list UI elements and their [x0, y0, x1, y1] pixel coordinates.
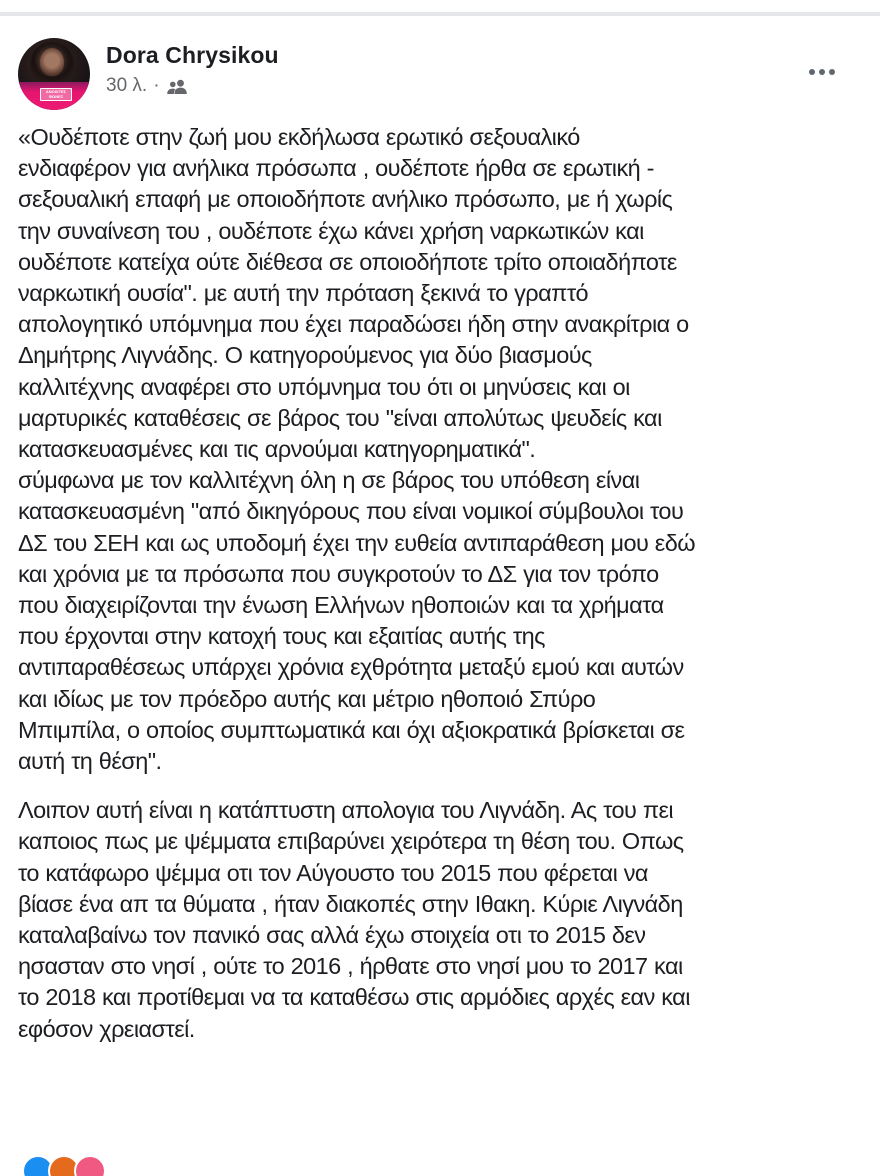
text-line: Δημήτρης Λιγνάδης. Ο κατηγορούμενος για δύο βιασμούς	[18, 342, 592, 369]
text-line: σεξουαλική επαφή με οποιοδήποτε ανήλικο πρόσωπο, με ή χωρίς	[18, 186, 673, 213]
text-line: ΔΣ του ΣΕΗ και ως υποδομή έχει την ευθεία αντιπαράθεση μου εδώ	[18, 529, 696, 556]
post-header	[18, 38, 279, 110]
text-line: Λοιπον αυτή είναι η κατάπτυστη απολογια του Λιγνάδη. Ας του πει	[18, 797, 674, 824]
avatar-face	[40, 48, 64, 76]
facebook-post	[0, 16, 880, 1176]
author-name[interactable]: Dora Chrysikou	[106, 42, 279, 68]
text-line: Μπιμπίλα, ο οποίος συμπτωματικά και όχι αξιοκρατικά βρίσκεται σε	[18, 716, 685, 743]
text-line: εφόσον χρειαστεί.	[18, 1015, 195, 1042]
text-line: ουδέποτε κατείχα ούτε διέθεσα σε οποιοδήποτε τρίτο οποιαδήποτε	[18, 248, 677, 275]
text-line: που διαχειρίζονται την ένωση Ελλήνων ηθοποιών και τα χρήματα	[18, 592, 664, 619]
reaction-summary[interactable]	[22, 1155, 100, 1176]
text-line: ναρκωτική ουσία". με αυτή την πρόταση ξεκινά το γραπτό	[18, 280, 589, 307]
avatar-badge: ΑΝΟΙΧΤΕΣ ΦΩΝΕΣ	[40, 88, 72, 101]
text-line: κατασκευασμένη "από δικηγόρους που είναι νομικοί σύμβουλοι του	[18, 498, 684, 525]
text-line: που έρχονται στην κατοχή τους και εξαιτίας αυτής της	[18, 623, 545, 650]
text-line: σύμφωνα με τον καλλιτέχνη όλη η σε βάρος του υπόθεση είναι	[18, 467, 640, 494]
text-line: αντιπαραθέσεως υπάρχει χρόνια εχθρότητα μεταξύ εμού και αυτών	[18, 654, 684, 681]
text-line: καταλαβαίνω τον πανικό σας αλλά έχω στοιχεία οτι το 2015 δεν	[18, 922, 646, 949]
avatar[interactable]	[18, 38, 90, 110]
separator-dot: ·	[153, 75, 160, 96]
post-subline	[106, 74, 279, 98]
text-line: ησασταν στο νησί , ούτε το 2016 , ήρθατε στο νησί μου το 2017 και	[18, 953, 683, 980]
text-line: και χρόνια με τα πρόσωπα που συγκροτούν το ΔΣ για τον τρόπο	[18, 560, 659, 587]
text-line: καποιος πως με ψέμματα επιβαρύνει χειρότερα τη θέση του. Οπως	[18, 828, 684, 855]
text-line: αυτή τη θέση".	[18, 748, 162, 775]
post-body	[18, 122, 868, 1045]
text-line: καλλιτέχνης αναφέρει στο υπόμνημα του ότι οι μηνύσεις και οι	[18, 373, 630, 400]
text-line: απολογητικό υπόμνημα που έχει παραδώσει ήδη στην ανακρίτρια ο	[18, 311, 689, 338]
text-line: και ιδίως με τον πρόεδρο αυτής και μέτριο ηθοποιό Σπύρο	[18, 685, 596, 712]
more-options-button[interactable]	[804, 60, 840, 84]
text-line: βίασε ένα απ τα θύματα , ήταν διακοπές στην Ιθακη. Κύριε Λιγνάδη	[18, 890, 683, 917]
post-paragraph-2	[18, 795, 868, 1045]
text-line: το κατάφωρο ψέμμα οτι τον Αύγουστο του 2015 που φέρεται να	[18, 859, 648, 886]
post-paragraph-1	[18, 122, 868, 777]
text-line: μαρτυρικές καταθέσεις σε βάρος του "είναι απολύτως ψευδείς και	[18, 404, 662, 431]
text-line: ενδιαφέρον για ανήλικα πρόσωπα , ουδέποτε ήρθα σε ερωτική -	[18, 155, 654, 182]
friends-icon[interactable]	[166, 78, 188, 94]
text-line: «Ουδέποτε στην ζωή μου εκδήλωσα ερωτικό σεξουαλικό	[18, 124, 580, 150]
text-line: το 2018 και προτίθεμαι να τα καταθέσω στις αρμόδιες αρχές εαν και	[18, 984, 690, 1011]
text-line: κατασκευασμένες και τις αρνούμαι κατηγορηματικά".	[18, 436, 536, 463]
text-line: την συναίνεση του , ουδέποτε έχω κάνει χρήση ναρκωτικών και	[18, 217, 644, 244]
more-options-icon	[807, 68, 837, 76]
post-timestamp[interactable]: 30 λ.	[106, 75, 148, 96]
post-meta	[106, 38, 279, 98]
